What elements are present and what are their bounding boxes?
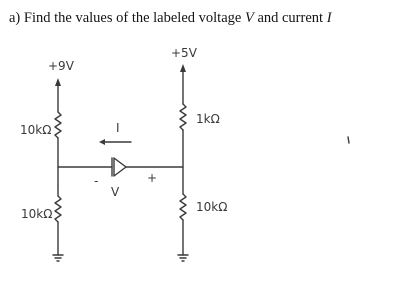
right-top-resistor-label: 1kΩ — [196, 112, 220, 126]
right-bottom-resistor — [180, 194, 186, 220]
stray-pen-mark — [348, 137, 349, 143]
right-top-resistor — [180, 104, 186, 130]
question-prefix: a) Find the values of the labeled voltage — [9, 10, 245, 26]
right-bottom-resistor-label: 10kΩ — [196, 200, 228, 214]
right-supply-arrow-icon — [180, 64, 186, 72]
voltage-plus: + — [147, 171, 158, 185]
voltage-label: V — [111, 185, 120, 199]
left-top-resistor-label: 10kΩ — [20, 123, 52, 137]
left-top-resistor — [55, 112, 61, 138]
left-bottom-resistor-label: 10kΩ — [21, 207, 53, 221]
diode-icon — [112, 158, 126, 176]
right-supply-label: +5V — [171, 46, 197, 60]
left-supply-label: +9V — [48, 59, 74, 73]
left-supply-arrow-icon — [55, 78, 61, 86]
left-ground-icon — [53, 255, 63, 261]
question-middle: and current — [253, 10, 327, 26]
current-variable: I — [326, 10, 332, 26]
voltage-variable: V — [244, 10, 254, 26]
voltage-minus: - — [94, 174, 99, 188]
current-label: I — [116, 121, 120, 135]
right-ground-icon — [178, 255, 188, 261]
left-bottom-resistor — [55, 196, 61, 222]
current-arrow-icon — [99, 139, 105, 145]
